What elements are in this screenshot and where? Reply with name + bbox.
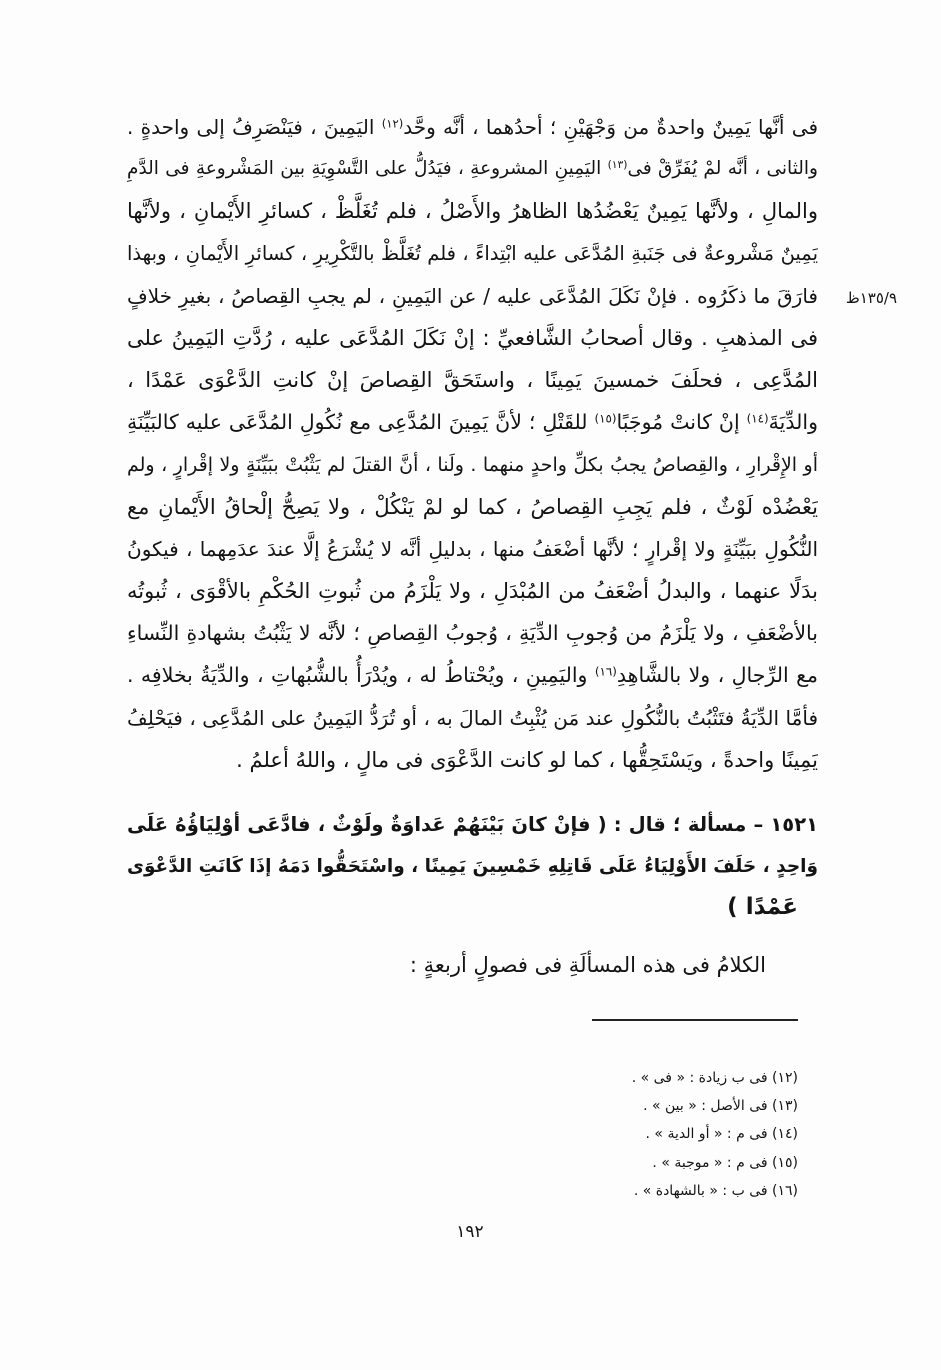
text-segment: يَمِينًا واحدةً ، ويَسْتَحِقُّها ، كما لو كانت الدَّعْوَى فى مالٍ ، واللهُ أعلمُ . <box>236 747 818 772</box>
footnote-marker: (١٥) <box>594 411 617 426</box>
manuscript-folio-note: ١٣٥/٩ظ <box>845 289 897 307</box>
text-segment: اليَمِينَ ، فيَنْصَرِفُ إلى واحدةٍ . <box>127 115 382 139</box>
text-segment: اليَمِينِ المشروعةِ ، فيَدُلُّ على التَّسْوِيَةِ بين المَشْروعةِ فى الدَّمِ <box>127 158 608 180</box>
footnote-marker: (١٢) <box>381 116 404 131</box>
text-line <box>127 486 818 528</box>
text-segment: مع الرِّجالِ ، ولا بالشَّاهِدِ <box>616 663 818 688</box>
text-segment: يَمِينٌ مَشْروعةٌ فى جَنَبةِ المُدَّعَى عليه ابْتِداءً ، فلم تُغَلَّظْ بالتَّكْرِيرِ ، كسائرِ الأَيْمانِ ، وبهذا <box>127 241 818 265</box>
text-segment: فى المذهبِ . وقال أصحابُ الشَّافعيِّ : إنْ نَكَلَ المُدَّعَى عليه ، رُدَّتِ اليَمِينُ على <box>127 325 818 350</box>
text-segment: بالأضْعَفِ ، ولا يَلْزَمُ من وُجوبِ الدِّيَةِ ، وُجوبُ القِصاصِ ؛ لأنَّه لا يَثْبُتُ بشهادةِ النِّساءِ <box>127 621 818 646</box>
footnote: (١٥) فى م : « موجبة » . <box>652 1154 798 1171</box>
text-line <box>127 233 818 275</box>
footnote-marker: (١٣) <box>607 158 628 172</box>
text-line <box>127 359 818 401</box>
text-line <box>127 275 818 317</box>
text-line <box>127 444 818 486</box>
text-segment: فأمَّا الدِّيَةُ فتَثْبُتُ بالنُّكُولِ عند مَن يُثْبِتُ المالَ به ، أو تُرَدُّ اليَمِينُ على المُدَّعِى ، فيَحْلِفُ <box>127 705 818 730</box>
footnote-separator <box>592 1019 798 1021</box>
text-line <box>127 148 818 190</box>
text-segment: يَعْضُدْه لَوْثٌ ، فلم يَجِبِ القِصاصُ ، كما لو لمْ يَنْكُلْ ، ولا يَصِحُّ إلْحاقُ الأَيْمانِ مع <box>127 494 818 519</box>
text-segment: والدِّيَةَ <box>768 410 818 435</box>
text-segment: والثانى ، أنَّه لمْ يُفَرِّقْ فى <box>627 158 818 180</box>
text-segment: فى أنَّها يَمِينٌ واحدةٌ من وَجْهَيْنِ ؛ أحدُهما ، أنَّه وحَّد <box>403 115 818 139</box>
footnote-marker: (١٤) <box>746 411 769 426</box>
text-line <box>127 106 818 148</box>
text-line <box>127 401 818 443</box>
text-segment: للقَتْلِ ؛ لأنَّ يَمِينَ المُدَّعِى مع نُكُولِ المُدَّعَى عليه كالبَيِّنَةِ <box>127 410 595 435</box>
masala-line: ١٥٢١ – مسألة ؛ قال : ( فإنْ كانَ بَيْنَهُمْ عَداوَةٌ ولَوْثٌ ، فادَّعَى أوْلِيَاؤُهُ عَلَى <box>127 813 818 836</box>
text-line <box>127 317 818 359</box>
masala-line: عَمْدًا ) <box>727 894 798 921</box>
text-segment: إنْ كانتْ مُوجَبًا <box>616 410 747 435</box>
masala-line: وَاحِدٍ ، حَلَفَ الأَوْلِيَاءُ عَلَى قَاتِلِهِ خَمْسِينَ يَمِينًا ، واسْتَحَقُّوا دَمَهُ إذَا كَانَتِ الدَّعْوَى <box>127 855 818 877</box>
text-segment: النُّكُولِ ببَيِّنَةٍ ولا إقْرارٍ ؛ لأنَّها أضْعَفُ منها ، بدليلِ أنَّه لا يُشْرَعُ إلَّا عندَ عدَمِهما ، فيكونُ <box>127 536 818 561</box>
masala-heading-text <box>127 804 818 929</box>
text-line <box>127 654 818 696</box>
text-line <box>127 570 818 612</box>
section-intro <box>300 944 766 986</box>
text-segment: المُدَّعِى ، فحلَفَ خمسينَ يَمِينًا ، واستَحَقَّ القِصاصَ إنْ كانتِ الدَّعْوَى عَمْدًا ، <box>127 368 818 393</box>
text-line <box>127 739 818 781</box>
footnote: (١٦) فى ب : « بالشهادة » . <box>633 1182 798 1199</box>
text-line <box>127 190 818 232</box>
footnotes <box>400 1064 798 1205</box>
page-number: ١٩٢ <box>456 1222 484 1242</box>
text-segment: فارَقَ ما ذكَرُوه . فإنْ نَكَلَ المُدَّعَى عليه / عن اليَمِينِ ، لم يجبِ القِصاصُ ، بغيرِ خلافٍ <box>127 283 818 308</box>
text-line <box>127 528 818 570</box>
text-segment: بدَلًا عنهما ، والبدلُ أضْعَفُ من المُبْدَلِ ، ولا يَلْزَمُ من ثُبوتِ الحُكْمِ بالأقْوَى ، ثُبوتُه <box>127 579 818 604</box>
footnote-marker: (١٦) <box>594 664 617 679</box>
text-segment: أو الإِقْرارِ ، والقِصاصُ يجبُ بكلِّ واحدٍ منهما . ولَنا ، أنَّ القتلَ لم يَثْبُتْ ببَيِّنَةٍ ولا إقْرارٍ ، ولم <box>127 453 818 476</box>
intro-line: الكلامُ فى هذه المسألَةِ فى فصولٍ أربعةٍ : <box>409 953 766 977</box>
text-segment: واليَمِينِ ، ويُحْتاطُ له ، ويُدْرَأُ بالشُّبُهاتِ ، والدِّيَةُ بخلافِه . <box>127 663 595 688</box>
text-line <box>127 697 818 739</box>
footnote: (١٤) فى م : « أو الدية » . <box>645 1126 798 1143</box>
text-segment: والمالِ ، ولأنَّها يَمِينٌ يَعْضُدُها الظاهرُ والأَصْلُ ، فلم تُغَلَّظْ ، كسائرِ الأَيْمانِ ، ولأنَّها <box>127 199 818 224</box>
footnote: (١٢) فى ب زيادة : « فى » . <box>631 1070 798 1086</box>
footnote: (١٣) فى الأصل : « بين » . <box>643 1098 798 1115</box>
main-text <box>127 106 818 781</box>
text-line <box>127 612 818 654</box>
